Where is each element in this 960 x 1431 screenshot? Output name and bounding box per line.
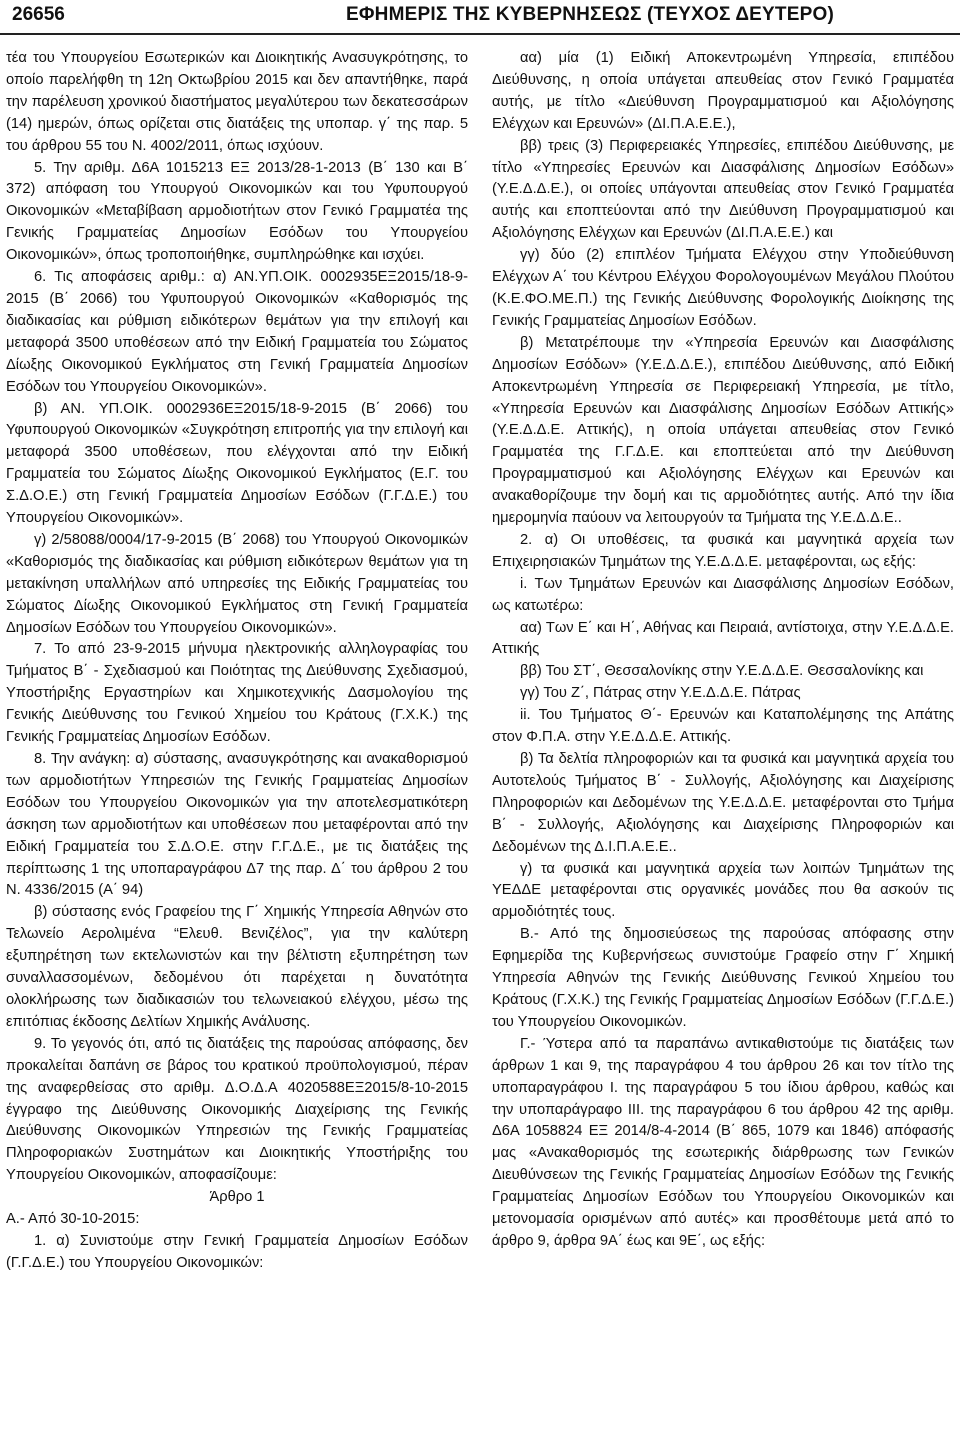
left-paragraph: 9. Το γεγονός ότι, από τις διατάξεις της παρούσας απόφασης, δεν προκαλείται δαπάνη σε βάρος του κρατικού προϋπολογισμού, πέραν της αναφερθείσας στο αριθμ. Δ.Ο.Δ.Α 4020588ΕΞ2015/8-10-2015 έγγραφο της Διεύθυνσης Οικονομικής Διαχείρισης της Γενικής Διεύθυνσης Οικονομικών Υπηρεσιών της Γενικής Γραμματείας Πληροφοριακών Συστημάτων και Διοικητικής Υποστήριξης του Υπουργείου Οικονομικών, αποφασίζουμε: xyxy=(6,1035,468,1184)
right-paragraph: γγ) δύο (2) επιπλέον Τμήματα Ελέγχου στην Υποδιεύθυνση Ελέγχων Α΄ του Κέντρου Ελέγχου Φορολογουμένων Μεγάλου Πλούτου (Κ.Ε.ΦΟ.ΜΕ.Π.) της Γενικής Διεύθυνσης Φορολογικής Διοίκησης της Γενικής Γραμματείας Δημοσίων Εσόδων. xyxy=(492,247,954,329)
right-paragraph: i. Των Τμημάτων Ερευνών και Διασφάλισης Δημοσίων Εσόδων, ως κατωτέρω: xyxy=(492,575,954,614)
gazette-title: ΕΦΗΜΕΡΙΣ ΤΗΣ ΚΥΒΕΡΝΗΣΕΩΣ (ΤΕΥΧΟΣ ΔΕΥΤΕΡΟ) xyxy=(346,4,834,25)
left-paragraph: τέα του Υπουργείου Εσωτερικών και Διοικητικής Ανασυγκρότησης, το οποίο παρελήφθη τη 12η Οκτωβρίου 2015 και δεν απαντήθηκε, παρά την παρέλευση χρονικού διαστήματος μεγαλύτερου των δεκατεσσάρων (14) ημερών, όπως ορίζεται στις διατάξεις της υποπαρ. γ΄ της παρ. 5 του άρθρου 55 του Ν. 4002/2011, όπως ισχύουν. xyxy=(6,50,468,154)
right-paragraph: β) Τα δελτία πληροφοριών και τα φυσικά και μαγνητικά αρχεία του Αυτοτελούς Τμήματος Β΄ - Συλλογής, Αξιολόγησης και Διαχείρισης Πληροφοριών και Δεδομένων της Υ.Ε.Δ.Δ.Ε. μεταφέρονται στο Τμήμα Β΄ - Συλλογής, Αξιολόγησης και Διαχείρισης Πληροφοριών και Δεδομένων της Δ.Ι.Π.Α.Ε.Ε.. xyxy=(492,751,954,855)
right-paragraph: ii. Του Τμήματος Θ΄- Ερευνών και Καταπολέμησης της Απάτης στον Φ.Π.Α. στην Υ.Ε.Δ.Δ.Ε. Αττικής. xyxy=(492,707,954,746)
left-paragraph: 5. Την αριθμ. Δ6Α 1015213 ΕΞ 2013/28-1-2013 (Β΄ 130 και Β΄ 372) απόφαση του Υπουργού Οικονομικών και του Υφυπουργού Οικονομικών «Μεταβίβαση αρμοδιοτήτων στον Γενικό Γραμματέα της Γενικής Γραμματείας Δημοσίων Εσόδων του Υπουργείου Οικονομικών», όπως τροποποιήθηκε, συμπληρώθηκε και ισχύει. xyxy=(6,159,468,264)
left-paragraph: γ) 2/58088/0004/17-9-2015 (Β΄ 2068) του Υπουργού Οικονομικών «Καθορισμός της διαδικασίας και ρύθμιση ειδικότερων θεμάτων για τη μετακίνηση υπαλλήλων από υπηρεσίες της Ειδικής Γραμματείας του Σώματος Δίωξης Οικονομικού Εγκλήματος στη Γενική Γραμματεία Δημοσίων Εσόδων του Υπουργείου Οικονομικών». xyxy=(6,531,468,636)
left-paragraph: β) σύστασης ενός Γραφείου της Γ΄ Χημικής Υπηρεσία Αθηνών στο Τελωνείο Αερολιμένα “Ελευθ. Βενιζέλος”, για την καλύτερη εξυπηρέτηση των εκτελωνιστών και την βέλτιστη εξυπηρέτηση των συναλλασσομένων, δεδομένου ότι παρέχεται η δυνατότητα ολοκλήρωσης των διαδικασιών του τελωνειακού ελέγχου, μέσω της επιτόπιας έκδοσης Δελτίων Χημικής Ανάλυσης. xyxy=(6,904,468,1030)
page-number: 26656 xyxy=(12,4,65,25)
page-header xyxy=(0,0,960,38)
header-rule xyxy=(0,33,960,35)
left-paragraph: β) ΑΝ. ΥΠ.ΟΙΚ. 0002936ΕΞ2015/18-9-2015 (Β΄ 2066) του Υφυπουργού Οικονομικών «Συγκρότηση επιτροπής για την επιλογή και μεταφορά 3500 υποθέσεων, που ελέγχονται από την Ειδική Γραμματεία του Σώματος Δίωξης Οικονομικού Εγκλήματος (Ε.Γ. του Σ.Δ.Ο.Ε.) στη Γενική Γραμματεία Δημοσίων Εσόδων (Γ.Γ.Δ.Ε.) του Υπουργείου Οικονομικών». xyxy=(6,400,468,527)
right-paragraph: Γ.- Ύστερα από τα παραπάνω αντικαθιστούμε τις διατάξεις των άρθρων 1 και 9, της παραγράφου 4 του άρθρου 26 και τον τίτλο της υποπαραγράφου Ι. της παραγράφου 5 του ίδιου άρθρου, καθώς και την υποπαράγραφο ΙΙΙ. της παραγράφου 6 του άρθρου 42 της αριθμ. Δ6Α 1058824 ΕΞ 2014/8-4-2014 (Β΄ 865, 1079 και 1846) απόφασής μας «Ανακαθορισμός της εσωτερικής διάρθρωσης των Γενικών Διευθύνσεων της Γενικής Γραμματείας Δημοσίων Εσόδων της Γενικής Γραμματείας Δημοσίων Εσόδων του Υπουργείου Οικονομικών και μετονομασία ορισμένων από αυτές» και προσθέτουμε μετά από το άρθρο 9, άρθρα 9Α΄ έως και 9Ε΄, ως εξής: xyxy=(492,1035,954,1249)
right-paragraph: αα) Των Ε΄ και Η΄, Αθήνας και Πειραιά, αντίστοιχα, στην Υ.Ε.Δ.Δ.Ε. Αττικής xyxy=(492,619,954,658)
right-paragraph: γ) τα φυσικά και μαγνητικά αρχεία των λοιπών Τμημάτων της ΥΕΔΔΕ μεταφέρονται στις οργανικές μονάδες που θα ασκούν τις αρμοδιότητές τους. xyxy=(492,860,954,921)
right-paragraph: β) Μετατρέπουμε την «Υπηρεσία Ερευνών και Διασφάλισης Δημοσίων Εσόδων» (Υ.Ε.Δ.Δ.Ε.), επιπέδου Διεύθυνσης, από Ειδική Αποκεντρωμένη Υπηρεσία σε Περιφερειακή Υπηρεσία, με τίτλο, «Υπηρεσία Ερευνών και Διασφάλισης Δημοσίων Εσόδων Αττικής» (Υ.Ε.Δ.Δ.Ε. Αττικής), η οποία υπάγεται απευθείας στον Γενικό Γραμματέα της Γ.Γ.Δ.Ε. και εποπτεύεται από την Διεύθυνση Προγραμματισμού και Αξιολόγησης Ελέγχων και Ερευνών και ανακαθορίζουμε την δομή και τις αρμοδιότητες αυτής. Από την ίδια ημερομηνία παύουν να λειτουργούν τα Τμήματα της Υ.Ε.Δ.Δ.Ε.. xyxy=(492,334,954,527)
right-paragraph: Β.- Από της δημοσιεύσεως της παρούσας απόφασης στην Εφημερίδα της Κυβερνήσεως συνιστούμε Γραφείο στην Γ΄ Χημική Υπηρεσία Αθηνών της Γενικής Διεύθυνσης Γενικού Χημείου του Κράτους (Γ.Χ.Κ.) της Γενικής Γραμματείας Δημοσίων Εσόδων (Γ.Γ.Δ.Ε.) του Υπουργείου Οικονομικών. xyxy=(492,926,954,1030)
left-paragraph: Άρθρο 1 xyxy=(209,1189,265,1206)
right-paragraph: ββ) Του ΣΤ΄, Θεσσαλονίκης στην Υ.Ε.Δ.Δ.Ε. Θεσσαλονίκης και xyxy=(520,663,924,680)
right-paragraph: 2. α) Οι υποθέσεις, τα φυσικά και μαγνητικά αρχεία των Επιχειρησιακών Τμημάτων της Υ.Ε.Δ.Δ.Ε. μεταφέρονται, ως εξής: xyxy=(492,531,954,570)
left-paragraph: 6. Τις αποφάσεις αριθμ.: α) ΑΝ.ΥΠ.ΟΙΚ. 0002935ΕΞ2015/18-9-2015 (Β΄ 2066) του Υφυπουργού Οικονομικών «Καθορισμός της διαδικασίας και ρύθμιση ειδικότερων θεμάτων για την επιλογή και μεταφορά 3500 υποθέσεων από την Ειδική Γραμματεία του Σώματος Δίωξης Οικονομικού Εγκλήματος στη Γενική Γραμματεία Δημοσίων Εσόδων του Υπουργείου Οικονομικών». xyxy=(6,269,468,395)
right-paragraph: ββ) τρεις (3) Περιφερειακές Υπηρεσίες, επιπέδου Διεύθυνσης, με τίτλο «Υπηρεσίες Ερευνών και Διασφάλισης Δημοσίων Εσόδων» (Υ.Ε.Δ.Δ.Ε.), οι οποίες υπάγονται απευθείας στον Γενικό Γραμματέα αυτής και εποπτεύονται από την Διεύθυνση Προγραμματισμού και Αξιολόγησης Ελέγχων και Ερευνών (ΔΙ.Π.Α.Ε.Ε.) και xyxy=(492,137,954,242)
right-paragraph: αα) μία (1) Ειδική Αποκεντρωμένη Υπηρεσία, επιπέδου Διεύθυνσης, η οποία υπάγεται απευθείας στον Γενικό Γραμματέα αυτής, με τίτλο «Διεύθυνση Προγραμματισμού και Αξιολόγησης Ελέγχων και Ερευνών» (ΔΙ.Π.Α.Ε.Ε.), xyxy=(492,50,954,132)
left-column xyxy=(6,48,468,1275)
left-paragraph: 1. α) Συνιστούμε στην Γενική Γραμματεία Δημοσίων Εσόδων (Γ.Γ.Δ.Ε.) του Υπουργείου Οικονομικών: xyxy=(6,1232,468,1271)
left-paragraph: Α.- Από 30-10-2015: xyxy=(6,1211,140,1228)
right-column xyxy=(492,48,954,1253)
left-paragraph: 8. Την ανάγκη: α) σύστασης, ανασυγκρότησης και ανακαθορισμού των αρμοδιοτήτων Υπηρεσιών της Γενικής Γραμματείας Δημοσίων Εσόδων του Υπουργείου Οικονομικών για την αποτελεσματικότερη άσκηση των αρμοδιοτήτων και υποθέσεων που μεταφέρονται από την Ειδική Γραμματεία του Σ.Δ.Ο.Ε. στην Γ.Γ.Δ.Ε., με τις διατάξεις της περίπτωσης 1 της υποπαραγράφου Δ7 της παρ. Δ΄ του άρθρου 2 του Ν. 4336/2015 (Α΄ 94) xyxy=(6,751,468,899)
right-paragraph: γγ) Του Ζ΄, Πάτρας στην Υ.Ε.Δ.Δ.Ε. Πάτρας xyxy=(520,685,801,702)
left-paragraph: 7. Το από 23-9-2015 μήνυμα ηλεκτρονικής αλληλογραφίας του Τμήματος Β΄ - Σχεδιασμού και Ποιότητας της Διεύθυνσης Σχεδιασμού, Υποστήριξης Εργαστηρίων και Χημικοτεχνικής Δασμολογίου της Γενικής Διεύθυνσης του Γενικού Χημείου του Κράτους (Γ.Χ.Κ.) της Γενικής Γραμματείας Δημοσίων Εσόδων. xyxy=(6,641,468,746)
